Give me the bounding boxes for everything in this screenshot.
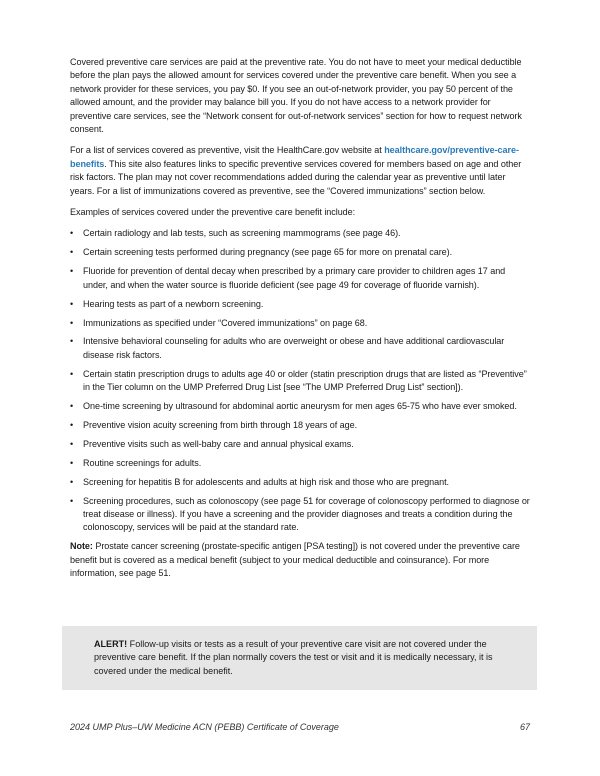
list-item-text: Screening procedures, such as colonoscopy (see page 51 for coverage of colonoscopy performed to diagnose or treat disease or illness). If you have a screening and the provider diagnoses and treats a condition during the colonoscopy, services will be paid at the standard rate.	[83, 495, 530, 533]
preventive-services-list	[70, 227, 530, 534]
list-item-text: Certain statin prescription drugs to adults age 40 or older (statin prescription drugs that are listed as “Preventive” in the Tier column on the UMP Preferred Drug List [see “The UMP Preferred Drug List” section]).	[83, 368, 527, 393]
prostate-screening-note	[70, 540, 530, 580]
list-item-text: Preventive vision acuity screening from birth through 18 years of age.	[83, 419, 358, 430]
bullet-icon: •	[70, 419, 74, 430]
paragraph-text: . This site also features links to specific preventive services covered for members based on age and other risk factors. The plan may not cover recommendations added during the calendar year as preventive until later years. For a list of immunizations covered as preventive, see the “Covered immunizations” section below.	[70, 158, 522, 196]
page-footer	[70, 722, 530, 732]
bullet-icon: •	[70, 476, 74, 487]
list-item	[70, 457, 530, 470]
list-item-text: Preventive visits such as well-baby care and annual physical exams.	[83, 438, 354, 449]
list-item-text: Fluoride for prevention of dental decay when prescribed by a primary care provider to children ages 17 and under, and when the water source is fluoride deficient (see page 49 for coverage of fluoride varnish).	[83, 266, 506, 290]
bullet-icon: •	[70, 368, 74, 379]
list-item	[70, 265, 530, 292]
note-label: Note:	[70, 541, 93, 552]
healthcare-gov-link[interactable]: healthcare.gov/preventive-care-benefits	[70, 145, 519, 169]
bullet-icon: •	[70, 317, 74, 328]
list-item-text: One-time screening by ultrasound for abdominal aortic aneurysm for men ages 65-75 who have ever smoked.	[83, 401, 517, 412]
alert-callout	[62, 626, 537, 690]
footer-title: 2024 UMP Plus–UW Medicine ACN (PEBB) Certificate of Coverage	[70, 722, 339, 732]
list-item	[70, 438, 530, 451]
list-item	[70, 298, 530, 311]
bullet-icon: •	[70, 401, 74, 412]
list-item	[70, 495, 530, 535]
list-item	[70, 246, 530, 259]
bullet-icon: •	[70, 438, 74, 449]
list-item-text: Certain screening tests performed during pregnancy (see page 65 for more on prenatal care).	[83, 247, 453, 258]
alert-text: Follow-up visits or tests as a result of your preventive care visit are not covered under the preventive care benefit. If the plan normally covers the test or visit and it is medically necessary, it is covered under the medical benefit.	[94, 639, 493, 676]
list-item	[70, 419, 530, 432]
list-item-text: Routine screenings for adults.	[83, 457, 202, 468]
bullet-icon: •	[70, 495, 74, 506]
examples-intro: Examples of services covered under the preventive care benefit include:	[70, 207, 356, 218]
intro-paragraph-preventive-rate: Covered preventive care services are paid at the preventive rate. You do not have to meet your medical deductible before the plan pays the allowed amount for services covered under the preventive care benefit. When you see a network provider for these services, you pay $0. If you see an out-of-network provider, you pay 50 percent of the allowed amount, and the provider may balance bill you. If you do not have access to a network provider for preventive care services, see the “Network consent for out-of-network services” section for how to request network consent.	[70, 57, 522, 135]
bullet-icon: •	[70, 247, 74, 258]
intro-paragraph-healthcare-gov	[70, 144, 530, 198]
bullet-icon: •	[70, 228, 74, 239]
list-item-text: Intensive behavioral counseling for adults who are overweight or obese and have additional cardiovascular disease risk factors.	[83, 336, 505, 360]
main-content	[70, 56, 530, 589]
bullet-icon: •	[70, 266, 74, 277]
list-item-text: Screening for hepatitis B for adolescents and adults at high risk and those who are pregnant.	[83, 476, 449, 487]
note-text: Prostate cancer screening (prostate-specific antigen [PSA testing]) is not covered under the preventive care benefit but is covered as a medical benefit (subject to your medical deductible and coinsurance). For more information, see page 51.	[70, 541, 520, 579]
bullet-icon: •	[70, 298, 74, 309]
paragraph-text: For a list of services covered as preventive, visit the HealthCare.gov website at	[70, 145, 385, 156]
list-item-text: Immunizations as specified under “Covered immunizations” on page 68.	[83, 317, 368, 328]
list-item	[70, 227, 530, 240]
list-item	[70, 368, 530, 395]
alert-label: ALERT!	[94, 639, 128, 649]
alert-text-block	[94, 638, 504, 678]
list-item	[70, 317, 530, 330]
bullet-icon: •	[70, 457, 74, 468]
list-item	[70, 400, 530, 413]
list-item-text: Hearing tests as part of a newborn screening.	[83, 298, 264, 309]
page-number: 67	[519, 722, 530, 732]
list-item	[70, 335, 530, 362]
list-item	[70, 476, 530, 489]
bullet-icon: •	[70, 336, 74, 347]
list-item-text: Certain radiology and lab tests, such as screening mammograms (see page 46).	[83, 228, 401, 239]
